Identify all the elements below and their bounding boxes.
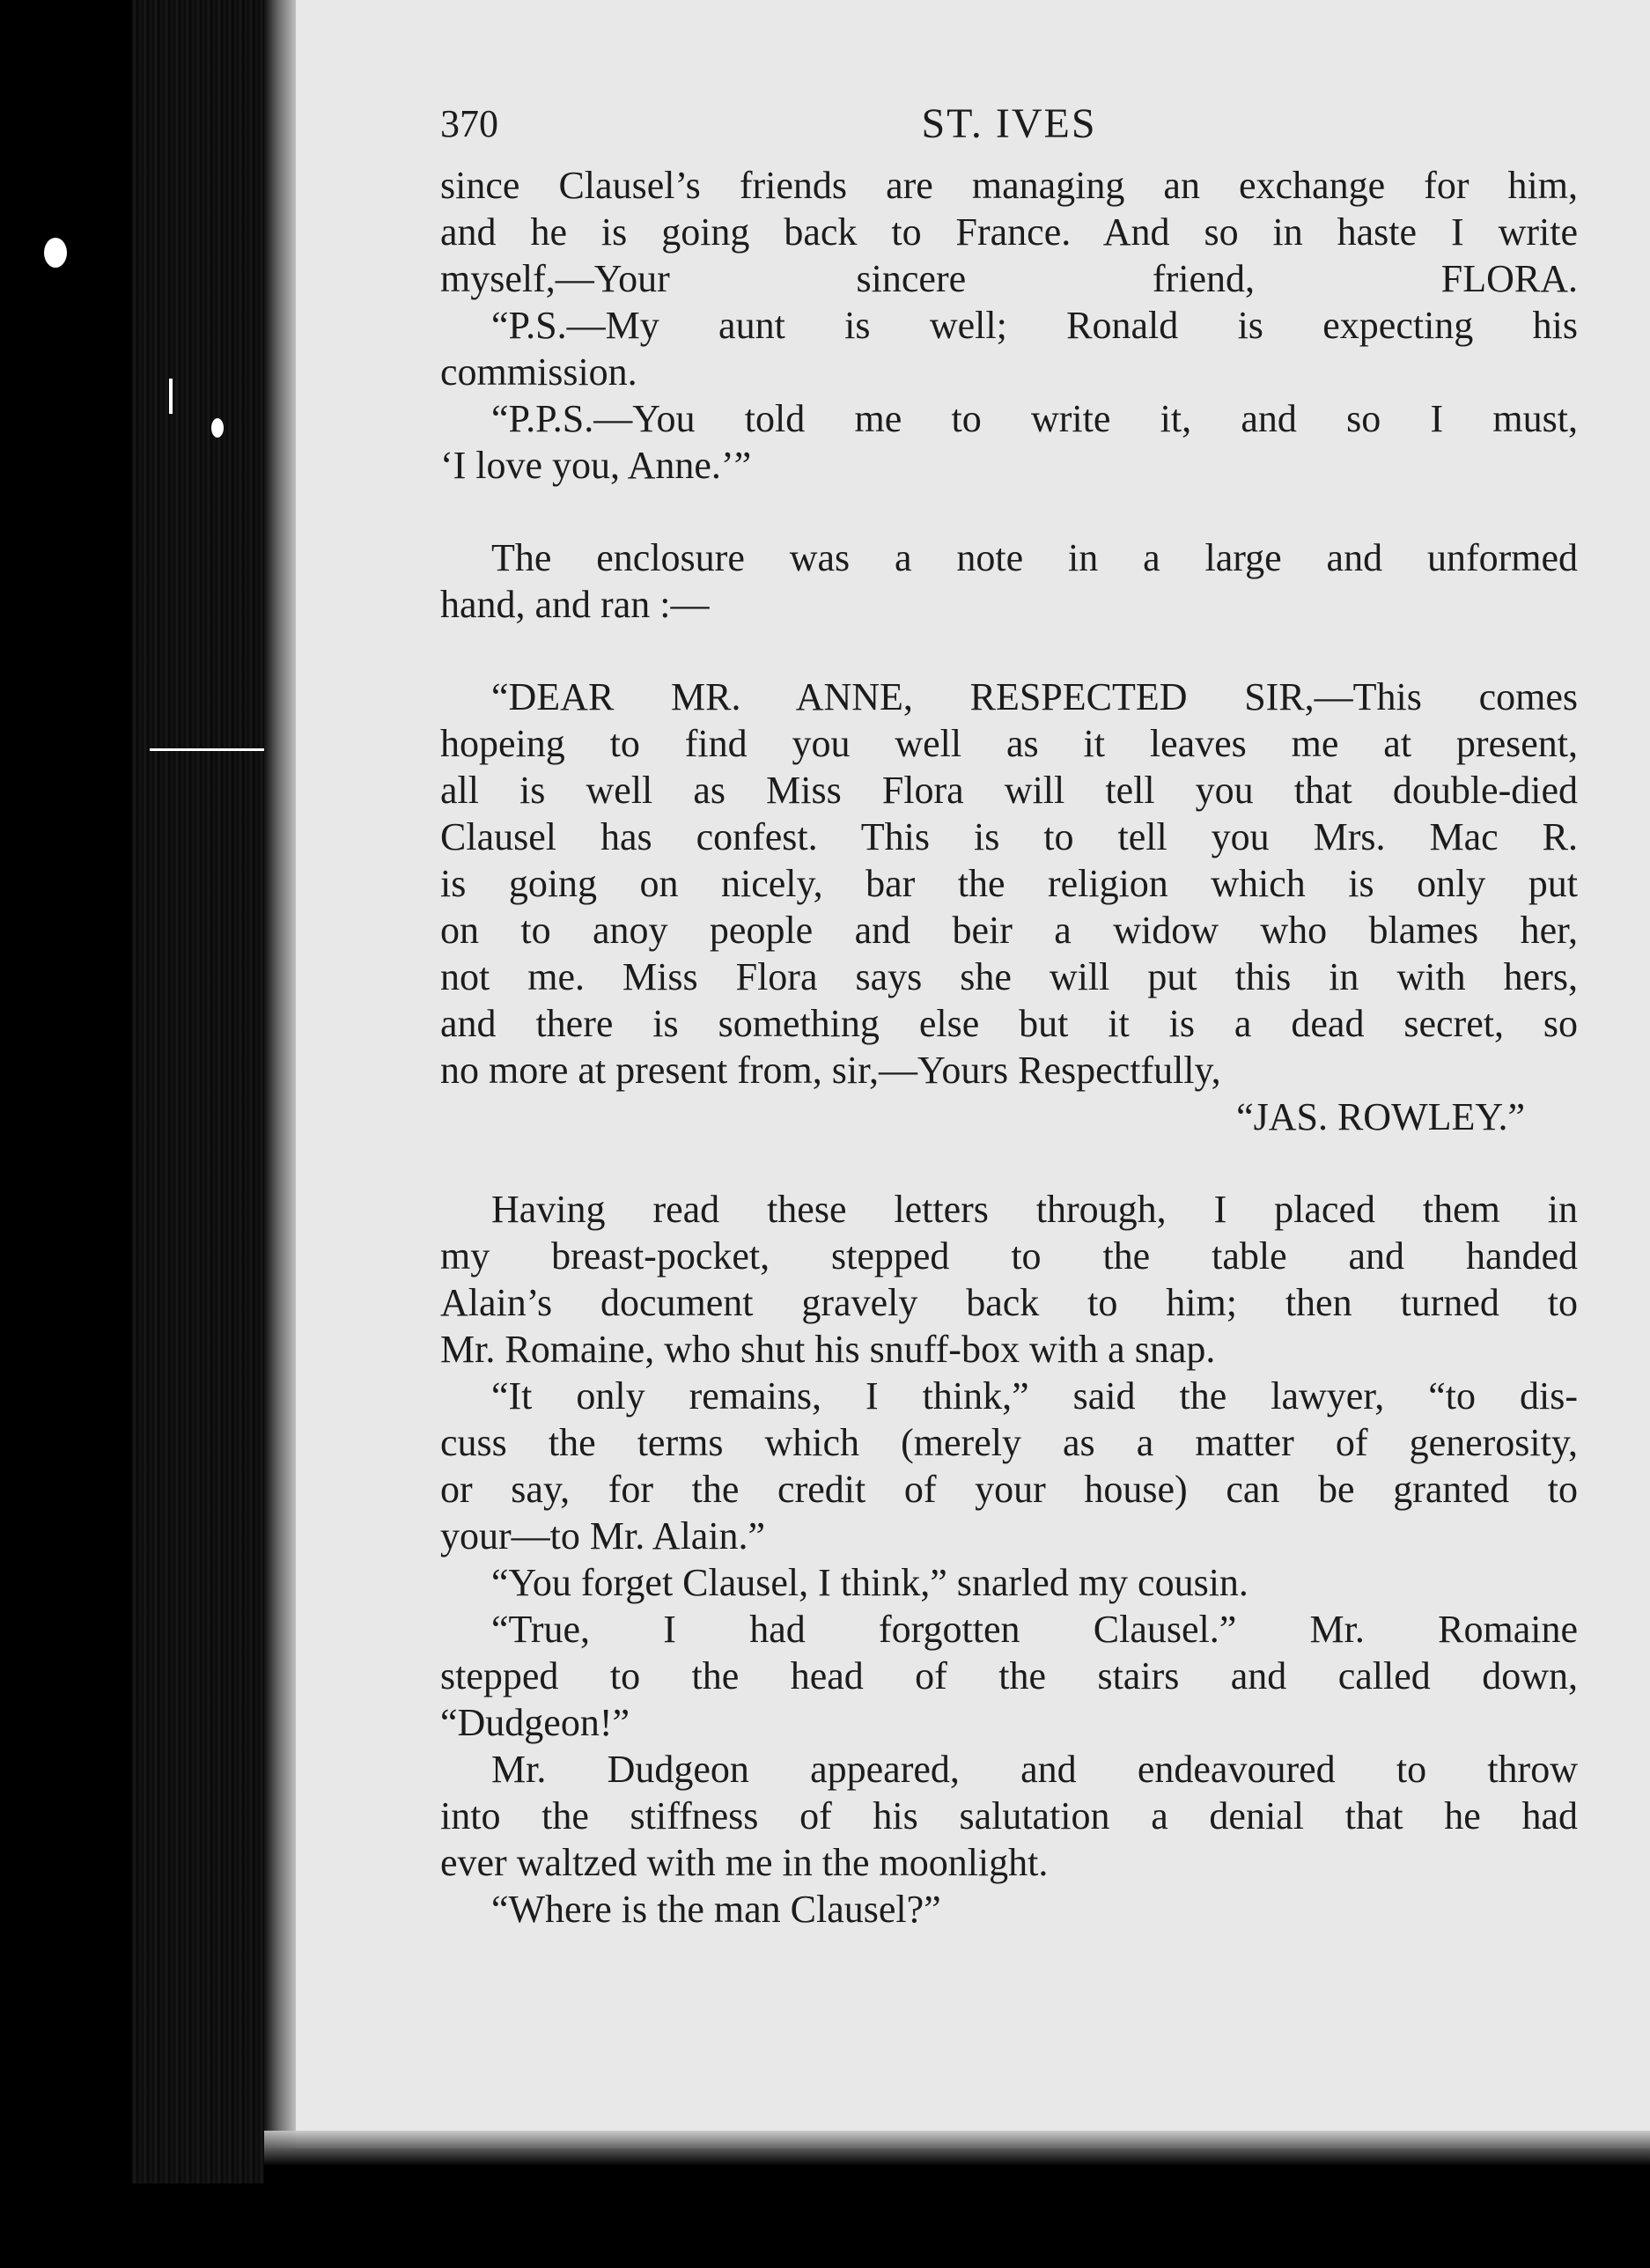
page-number: 370 bbox=[440, 102, 498, 145]
text-line: “Where is the man Clausel?” bbox=[491, 1888, 941, 1931]
text-line: and he is going back to France. And so in haste I write bbox=[440, 210, 1578, 254]
book-spine bbox=[132, 0, 264, 2183]
text-line: “True, I had forgotten Clausel.” Mr. Romaine bbox=[491, 1608, 1578, 1651]
text-line: “Dudgeon!” bbox=[440, 1701, 630, 1744]
text-line: “DEAR MR. ANNE, RESPECTED SIR,—This comes bbox=[491, 675, 1578, 718]
text-line: Alain’s document gravely back to him; then turned to bbox=[440, 1281, 1578, 1324]
paragraph-gap bbox=[440, 489, 1578, 534]
running-head: ST. IVES bbox=[921, 100, 1097, 147]
paragraph-gap bbox=[440, 1140, 1578, 1186]
page-text bbox=[440, 97, 1578, 1933]
text-line: no more at present from, sir,—Yours Respectfully, bbox=[440, 1049, 1221, 1092]
dust-speck bbox=[150, 748, 264, 751]
text-line: “You forget Clausel, I think,” snarled my cousin. bbox=[491, 1561, 1249, 1604]
text-line: “P.P.S.—You told me to write it, and so I must, bbox=[491, 397, 1578, 440]
text-line: not me. Miss Flora says she will put this in with hers, bbox=[440, 955, 1578, 998]
text-line: commission. bbox=[440, 350, 637, 394]
text-line: or say, for the credit of your house) can be granted to bbox=[440, 1468, 1578, 1511]
letter-signature: “JAS. ROWLEY.” bbox=[1236, 1095, 1525, 1138]
text-line: stepped to the head of the stairs and called down, bbox=[440, 1654, 1578, 1697]
paragraph-gap bbox=[440, 628, 1578, 674]
text-line: and there is something else but it is a dead secret, so bbox=[440, 1002, 1578, 1045]
text-line: Mr. Romaine, who shut his snuff-box with a snap. bbox=[440, 1328, 1216, 1371]
text-line: hand, and ran :— bbox=[440, 583, 710, 626]
dust-speck bbox=[44, 238, 67, 268]
page-bottom-edge bbox=[264, 2131, 1650, 2166]
text-line: myself,—Your sincere friend, FLORA. bbox=[440, 257, 1578, 300]
text-line: all is well as Miss Flora will tell you that double-died bbox=[440, 769, 1578, 812]
text-line: my breast-pocket, stepped to the table and handed bbox=[440, 1234, 1578, 1278]
text-line: “P.S.—My aunt is well; Ronald is expecting his bbox=[491, 304, 1578, 347]
dust-speck bbox=[169, 379, 173, 414]
text-line: ‘I love you, Anne.’” bbox=[440, 444, 752, 487]
page-gutter-shadow bbox=[264, 0, 299, 2148]
page-header bbox=[440, 97, 1578, 158]
text-line: Clausel has confest. This is to tell you Mrs. Mac R. bbox=[440, 815, 1578, 858]
dust-speck bbox=[211, 418, 224, 438]
text-line: ever waltzed with me in the moonlight. bbox=[440, 1841, 1049, 1884]
text-line: into the stiffness of his salutation a denial that he had bbox=[440, 1794, 1578, 1837]
text-line: since Clausel’s friends are managing an exchange for him, bbox=[440, 164, 1578, 207]
text-line: Having read these letters through, I placed them in bbox=[491, 1188, 1578, 1231]
text-line: The enclosure was a note in a large and unformed bbox=[491, 536, 1578, 579]
text-line: is going on nicely, bar the religion which is only put bbox=[440, 862, 1578, 905]
text-line: “It only remains, I think,” said the lawyer, “to dis- bbox=[491, 1374, 1578, 1418]
text-line: cuss the terms which (merely as a matter of generosity, bbox=[440, 1421, 1578, 1464]
text-line: hopeing to find you well as it leaves me at present, bbox=[440, 722, 1578, 765]
text-line: on to anoy people and beir a widow who blames her, bbox=[440, 909, 1578, 952]
text-line: Mr. Dudgeon appeared, and endeavoured to throw bbox=[491, 1748, 1578, 1791]
text-line: your—to Mr. Alain.” bbox=[440, 1514, 766, 1557]
